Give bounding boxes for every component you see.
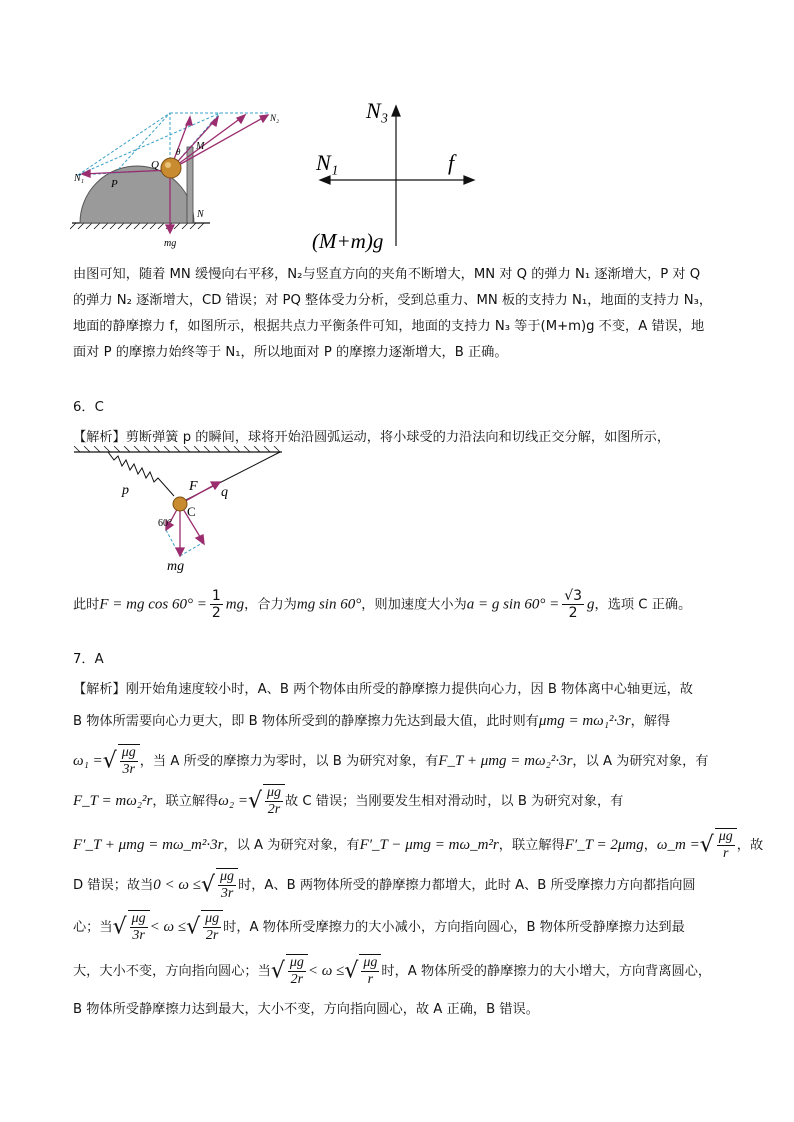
- label-theta: θ: [176, 147, 181, 157]
- omega-m: ω_m =: [656, 837, 700, 853]
- q7-l3: ω₁ =√ $\frac{\mu g}{3r}$ ，当 A 所受的摩擦力为零时，以 B 为研究对象，有F_T + μmg = mω₂²·3r，以 A 为研究对象，有: [73, 745, 709, 777]
- q7-l9: B 物体所受静摩擦力达到最大，大小不变，方向指向圆心，故 A 正确，B 错误。: [73, 1002, 539, 1017]
- text: ，联立解得: [152, 794, 219, 809]
- sqrt: [216, 868, 238, 902]
- label-mg-ball: mg: [167, 559, 185, 574]
- fraction: [717, 829, 735, 862]
- text: B 物体所需要向心力更大，即 B 物体所受到的静摩擦力先达到最大值，此时则有: [73, 714, 539, 729]
- formula: 0 < ω ≤: [153, 877, 201, 893]
- text: D 错误；故当: [73, 878, 154, 893]
- sqrt: [128, 910, 150, 944]
- fraction: [210, 588, 223, 621]
- denominator: 3r: [132, 928, 145, 943]
- text: ，当 A 所受的摩擦力为零时，以 B 为研究对象，有: [139, 754, 439, 769]
- sqrt: [359, 954, 381, 988]
- analysis-tag: 【解析】: [73, 430, 126, 445]
- formula: < ω ≤: [307, 963, 345, 979]
- q7-p1: [73, 678, 693, 697]
- sqrt: [715, 828, 737, 862]
- formula: F′_T + μmg = mω_m²·3r: [73, 837, 224, 853]
- label-p-spring: p: [122, 483, 129, 498]
- q6-analysis: [73, 426, 670, 445]
- text-line: 地面的静摩擦力 f，如图所示，根据共点力平衡条件可知，地面的支持力 N₃ 等于(M+m)g 不变，A 错误，地: [73, 319, 705, 334]
- figure-hemisphere-ball: [70, 105, 290, 250]
- denominator: 2r: [267, 802, 281, 817]
- text: ，合力为: [244, 597, 297, 613]
- denominator: 2: [211, 605, 221, 621]
- label-c-ball: C: [187, 504, 196, 519]
- formula-net-force: mg sin 60°: [296, 596, 362, 613]
- numerator: 1: [211, 588, 221, 604]
- text: ，选项 C 正确。: [594, 597, 692, 613]
- sqrt: [286, 954, 308, 988]
- figure-force-cross: [312, 98, 482, 256]
- sqrt: [263, 784, 285, 818]
- text: ，故: [736, 838, 764, 853]
- label-f: f: [448, 150, 455, 175]
- label-n: N: [197, 209, 204, 220]
- text: 时，A 物体所受摩擦力的大小减小，方向指向圆心，B 物体所受静摩擦力达到最: [223, 920, 685, 935]
- omega1: ω₁ =: [73, 753, 103, 769]
- q7-l6: D 错误；故当0 < ω ≤√ $\frac{\mu g}{3r}$ 时，A、B 两物体所受的静摩擦力都增大，此时 A、B 所受摩擦力方向都指向圆: [73, 869, 696, 901]
- denominator: r: [367, 972, 374, 987]
- text: 大，大小不变，方向指向圆心；当: [73, 964, 271, 979]
- fraction: [130, 911, 148, 944]
- q6-result: [73, 588, 691, 621]
- numerator: μg: [121, 745, 136, 760]
- q7-l5: F′_T + μmg = mω_m²·3r，以 A 为研究对象，有F′_T − μmg = mω_m²r，联立解得F′_T = 2μmg，ω_m =√ $\frac{\mu g}{r}$ ，故: [73, 829, 764, 861]
- label-mg: mg: [164, 238, 177, 249]
- formula: μmg = mω₁²·3r: [538, 713, 631, 729]
- sqrt: [201, 910, 223, 944]
- text: ，解得: [630, 714, 671, 729]
- label-m: M: [196, 141, 205, 152]
- label-p: P: [111, 178, 118, 190]
- text: 故 C 错误；当刚要发生相对滑动时，以 B 为研究对象，有: [285, 794, 624, 809]
- analysis-text: 剪断弹簧 p 的瞬间，球将开始沿圆弧运动，将小球受的力沿法向和切线正交分解，如图所示，: [125, 430, 671, 445]
- numerator: μg: [205, 911, 220, 926]
- fraction: [203, 911, 221, 944]
- text-line: 由图可知，随着 MN 缓慢向右平移，N₂与竖直方向的夹角不断增大，MN 对 Q 的弹力 N₁ 逐渐增大，P 对 Q: [73, 267, 701, 282]
- label-n2: N₂: [270, 113, 280, 123]
- figure-spring-string: [70, 446, 290, 576]
- denominator: r: [723, 846, 729, 861]
- q7-l8: 大，大小不变，方向指向圆心；当√ $\frac{\mu g}{2r}$ < ω ≤√ $\frac{\mu g}{r}$ 时，A 物体所受的静摩擦力的大小增大，方向背离圆心，: [73, 955, 712, 987]
- label-q: Q: [151, 159, 159, 171]
- text-line: 面对 P 的摩擦力始终等于 N₁，所以地面对 P 的摩擦力逐渐增大，B 正确。: [73, 345, 508, 360]
- numerator: μg: [267, 785, 282, 800]
- formula: F_T = mω₂²r: [73, 793, 153, 809]
- q7-l4: F_T = mω₂²r，联立解得ω₂ =√ $\frac{\mu g}{2r}$ 故 C 错误；当刚要发生相对滑动时，以 B 为研究对象，有: [73, 785, 624, 817]
- formula-acceleration: a = g sin 60° =: [466, 596, 560, 613]
- fraction: [361, 955, 379, 988]
- fraction: [218, 869, 236, 902]
- text: ，以 A 为研究对象，有: [223, 838, 360, 853]
- denominator: 2r: [205, 928, 219, 943]
- formula: < ω ≤: [149, 919, 187, 935]
- numerator: μg: [363, 955, 378, 970]
- text-line: 的弹力 N₂ 逐渐增大，CD 错误；对 PQ 整体受力分析，受到总重力、MN 板的支持力 N₁，地面的支持力 N₃，: [73, 293, 713, 308]
- label-f-force: F: [189, 479, 198, 494]
- text: ，: [643, 838, 657, 853]
- label-total-weight: (M+m)g: [312, 229, 384, 253]
- formula-f: F = mg cos 60° =: [99, 596, 207, 613]
- numerator: μg: [131, 911, 146, 926]
- label-angle: 60°: [158, 518, 172, 529]
- text: 此时: [73, 597, 100, 613]
- denominator: 3r: [122, 762, 135, 777]
- formula-tail: mg: [225, 596, 245, 613]
- label-n3: N₃: [366, 98, 389, 123]
- label-n1-cross: N₁: [316, 150, 339, 175]
- numerator: μg: [718, 829, 733, 844]
- numerator: μg: [220, 869, 235, 884]
- q7-p2: [73, 710, 670, 730]
- numerator: √3: [564, 588, 583, 604]
- text: ，联立解得: [498, 838, 565, 853]
- label-q-string: q: [221, 485, 228, 500]
- denominator: 2: [568, 605, 578, 621]
- numerator: μg: [289, 955, 304, 970]
- q7-number: 7．A: [73, 652, 104, 667]
- analysis-text: 刚开始角速度较小时，A、B 两个物体由所受的静摩擦力提供向心力，因 B 物体离中心轴更远，故: [125, 682, 693, 697]
- text: 时，A、B 两物体所受的静摩擦力都增大，此时 A、B 所受摩擦力方向都指向圆: [238, 878, 696, 893]
- analysis-tag: 【解析】: [73, 682, 126, 697]
- formula: F′_T − μmg = mω_m²r: [359, 837, 499, 853]
- text: ，则加速度大小为: [361, 597, 467, 613]
- text: 时，A 物体所受的静摩擦力的大小增大，方向背离圆心，: [381, 964, 712, 979]
- formula-tail: g: [587, 596, 595, 613]
- fraction: [562, 588, 584, 621]
- q6-number: 6．C: [73, 400, 104, 415]
- q5-explanation: [73, 262, 723, 366]
- q7-l7: 心；当√ $\frac{\mu g}{3r}$ < ω ≤√ $\frac{\mu g}{2r}$ 时，A 物体所受摩擦力的大小减小，方向指向圆心，B 物体所受静摩擦力达到最: [73, 911, 685, 943]
- text: ，以 A 为研究对象，有: [572, 754, 709, 769]
- text: 心；当: [73, 920, 113, 935]
- fraction: [288, 955, 306, 988]
- denominator: 2r: [290, 972, 304, 987]
- fraction: [120, 745, 138, 778]
- fraction: [265, 785, 283, 818]
- denominator: 3r: [220, 886, 234, 901]
- formula: F′_T = 2μmg: [564, 837, 644, 853]
- label-n1: N₁: [74, 173, 85, 184]
- omega2: ω₂ =: [218, 793, 248, 809]
- formula: F_T + μmg = mω₂²·3r: [438, 753, 573, 769]
- sqrt: [118, 744, 140, 778]
